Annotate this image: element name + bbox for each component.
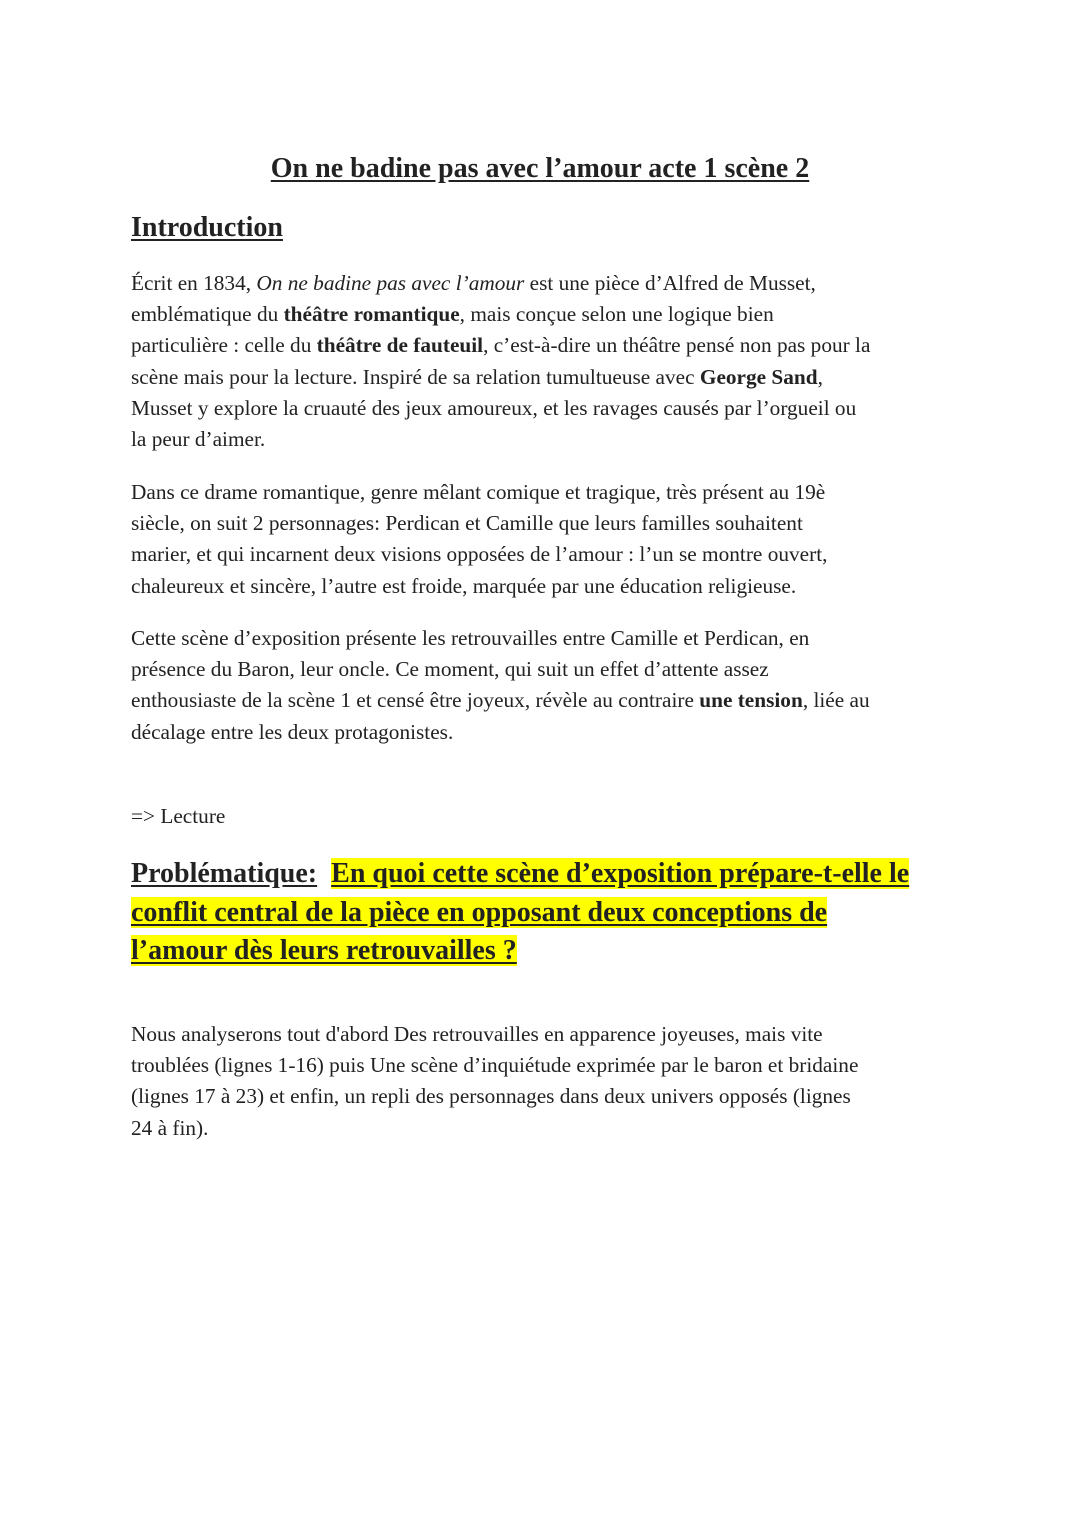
bold-term: George Sand [699,364,818,389]
text-line: siècle, on suit 2 personnages: Perdican et Camille que leurs familles souhaitent [131,511,803,536]
text-line [131,685,961,716]
text-line [131,299,961,330]
problematique-block [131,855,971,971]
text-line: marier, et qui incarnent deux visions opposées de l’amour : l’un se montre ouvert, [131,542,828,567]
problem-line [131,894,971,933]
text-line: troublées (lignes 1-16) puis Une scène d’inquiétude exprimée par le baron et bridaine [131,1053,859,1078]
text-line [131,268,961,299]
text-line: chaleureux et sincère, l’autre est froide, marquée par une éducation religieuse. [131,573,797,598]
document-title: On ne badine pas avec l’amour acte 1 scène 2 [270,153,810,184]
text-run: emblématique du [131,302,284,327]
highlighted-question: l’amour dès leurs retrouvailles ? [131,935,517,966]
text-run: , liée au [802,688,870,713]
text-run: , c’est-à-dire un théâtre pensé non pas pour la [483,333,871,358]
lecture-note: => Lecture [131,804,226,828]
highlighted-question: En quoi cette scène d’exposition prépare-t-elle le [331,858,910,889]
italic-work-title: On ne badine pas avec l’amour [256,271,525,295]
text-line: présence du Baron, leur oncle. Ce moment, qui suit un effet d’attente assez [131,657,769,682]
plan-paragraph [131,1019,961,1144]
text-line: Musset y explore la cruauté des jeux amoureux, et les ravages causés par l’orgueil ou [131,395,857,420]
text-run: , mais conçue selon une logique bien [459,302,774,327]
text-run: est une pièce d’Alfred de Musset, [524,271,816,295]
intro-paragraph-1 [131,268,961,455]
bold-term: théâtre romantique [283,302,460,327]
problematique-label: Problématique: [131,858,318,889]
highlighted-question: conflit central de la pièce en opposant deux conceptions de [131,896,828,928]
text-run: enthousiaste de la scène 1 et censé être joyeux, révèle au contraire [131,688,700,713]
text-run: , [817,364,823,389]
text-run: Écrit en 1834, [131,271,257,295]
bold-term: théâtre de fauteuil [316,333,484,358]
text-line: Nous analyserons tout d'abord Des retrouvailles en apparence joyeuses, mais vite [131,1022,823,1046]
text-line: décalage entre les deux protagonistes. [131,719,454,744]
text-run: scène mais pour la lecture. Inspiré de sa relation tumultueuse avec [131,364,700,389]
text-line: Dans ce drame romantique, genre mêlant comique et tragique, très présent au 19è [131,480,826,504]
bold-term: une tension [699,688,803,713]
text-line: Cette scène d’exposition présente les retrouvailles entre Camille et Perdican, en [131,626,810,650]
intro-paragraph-2 [131,477,961,602]
text-line: 24 à fin). [131,1115,209,1140]
text-line [131,362,961,393]
text-line: la peur d’aimer. [131,427,266,452]
text-run: particulière : celle du [131,333,317,358]
text-line: (lignes 17 à 23) et enfin, un repli des personnages dans deux univers opposés (lignes [131,1084,851,1109]
problem-line [131,932,971,971]
problem-line [131,855,971,894]
text-line [131,330,961,361]
introduction-heading: Introduction [131,212,283,243]
intro-paragraph-3 [131,623,961,748]
